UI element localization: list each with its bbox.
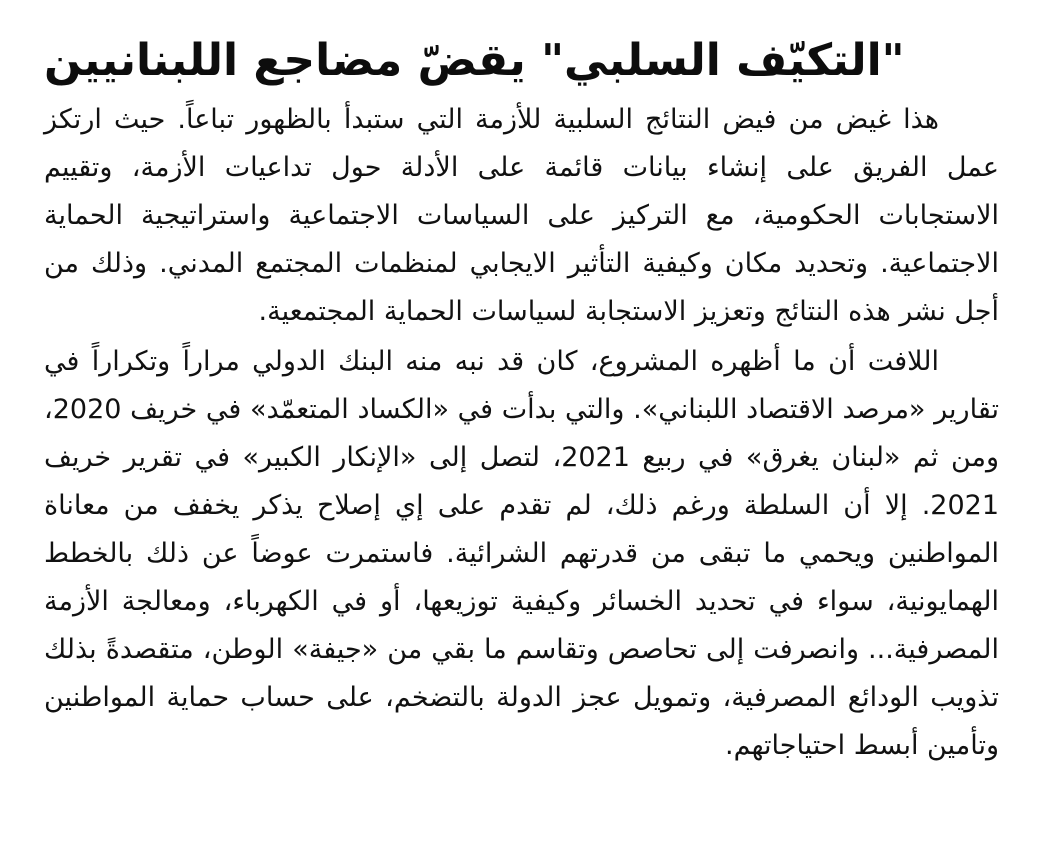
article-headline: "التكيّف السلبي" يقضّ مضاجع اللبنانيين [44,35,905,86]
article [44,30,999,770]
paragraph-text: هذا غيض من فيض النتائج السلبية للأزمة التي ستبدأ بالظهور تباعاً. حيث ارتكز عمل الفريق على إنشاء بيانات قائمة على الأدلة حول تداعيات الأزمة، وتقييم الاستجابات الحكومية، مع التركيز على السياسات الاجتماعية واستراتيجية الحماية الاجتماعية. وتحديد مكان وكيفية التأثير الايجابي لمنظمات المجتمع المدني. وذلك من أجل نشر هذه النتائج وتعزيز الاستجابة لسياسات الحماية المجتمعية. [44,104,999,327]
article-paragraph [44,96,999,336]
paragraph-text: اللافت أن ما أظهره المشروع، كان قد نبه منه البنك الدولي مراراً وتكراراً في تقارير «مرصد الاقتصاد اللبناني». والتي بدأت في «الكساد المتعمّد» في خريف 2020، ومن ثم «لبنان يغرق» في ربيع 2021، لتصل إلى «الإنكار الكبير» في تقرير خريف 2021. إلا أن السلطة ورغم ذلك، لم تقدم على إي إصلاح يذكر يخفف من معاناة المواطنين ويحمي ما تبقى من قدرتهم الشرائية. فاستمرت عوضاً عن ذلك بالخطط الهمايونية، سواء في تحديد الخسائر وكيفية توزيعها، أو في الكهرباء، ومعالجة الأزمة المصرفية... وانصرفت إلى تحاصص وتقاسم ما بقي من «جيفة» الوطن، متقصدةً بذلك تذويب الودائع المصرفية، وتمويل عجز الدولة بالتضخم، على حساب حماية المواطنين وتأمين أبسط احتياجاتهم. [44,346,1000,761]
article-paragraph [44,338,999,770]
